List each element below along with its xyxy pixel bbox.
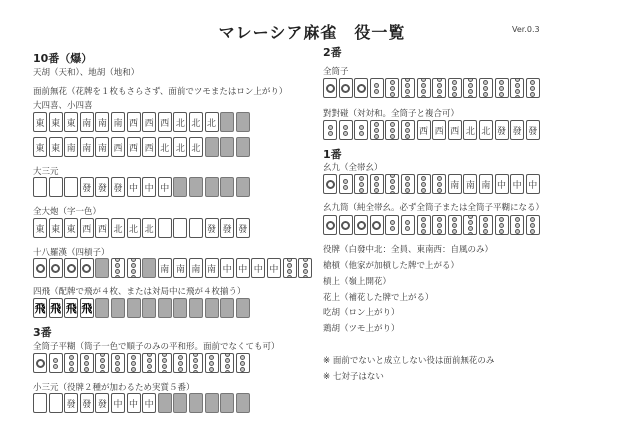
pin-1-tile	[323, 174, 337, 194]
pin-5-tile	[370, 120, 384, 140]
red-dragon-tile: 中	[267, 258, 281, 278]
blank-tile	[236, 137, 250, 157]
tile-row	[33, 258, 314, 278]
yaku-suukantsu: 十八羅漢（四槓子）	[33, 248, 110, 258]
circle-icon	[36, 359, 45, 368]
dots-icon	[434, 217, 444, 234]
yaku-tenhou: 天胡（天和）、地胡（地和）	[33, 68, 140, 78]
section-3-han: 3番	[33, 326, 52, 339]
pin-8-tile	[385, 174, 399, 194]
circle-icon	[67, 264, 76, 273]
red-dragon-tile: 中	[158, 177, 172, 197]
circle-icon	[372, 221, 381, 230]
pin-6-tile	[142, 353, 156, 373]
pin-7-tile	[448, 215, 462, 235]
tile-row	[33, 353, 251, 373]
dots-icon	[222, 353, 232, 373]
white-dragon-tile	[33, 177, 47, 197]
red-dragon-tile: 中	[142, 177, 156, 197]
blank-tile	[205, 137, 219, 157]
pin-9-tile	[479, 215, 493, 235]
circle-icon	[341, 221, 350, 230]
tile-row	[323, 174, 541, 194]
yaku-pinfu: 全筒子平糊（筒子一色で順子のみの平和形。面前でなくても可）	[33, 342, 280, 352]
blank-tile	[95, 298, 109, 318]
dots-icon	[372, 120, 382, 140]
yaku-menzen: 面前無花（花牌を１枚もさらさず、面前でツモまたはロン上がり）	[33, 87, 288, 97]
blank-tile	[220, 137, 234, 157]
white-dragon-tile	[49, 177, 63, 197]
yaku-ron: 吃胡（ロン上がり）	[323, 308, 400, 318]
dots-icon	[450, 78, 460, 98]
pin-1-tile	[339, 215, 353, 235]
note-chiitoitsu: ※ 七対子はない	[323, 372, 384, 382]
pin-5-tile	[127, 353, 141, 373]
red-dragon-tile: 中	[127, 177, 141, 197]
south-wind-tile: 南	[95, 112, 109, 132]
pin-9-tile	[526, 78, 540, 98]
dots-icon	[387, 174, 397, 194]
tile-row	[33, 393, 251, 413]
dots-icon	[82, 355, 92, 372]
dots-icon	[51, 358, 61, 369]
section-2-han: 2番	[323, 46, 342, 59]
pin-1-tile	[33, 353, 47, 373]
tile-row	[323, 78, 541, 98]
circle-icon	[341, 84, 350, 93]
blank-tile	[220, 393, 234, 413]
dots-icon	[403, 120, 413, 140]
south-wind-tile: 南	[189, 258, 203, 278]
yaku-chankan: 槍槓（他家が加槓した牌で上がる）	[323, 261, 460, 271]
section-10-han: 10番（爆）	[33, 52, 93, 65]
pin-6-tile	[158, 353, 172, 373]
white-dragon-tile	[158, 218, 172, 238]
white-dragon-tile	[173, 218, 187, 238]
blank-tile	[127, 298, 141, 318]
dots-icon	[191, 353, 201, 373]
pin-5-tile	[448, 78, 462, 98]
yaku-chinitsu: 全筒子	[323, 67, 349, 77]
circle-icon	[36, 264, 45, 273]
version-label: Ver.0.3	[512, 25, 540, 34]
blank-tile	[205, 393, 219, 413]
fei-tile: 飛	[64, 298, 78, 318]
red-dragon-tile: 中	[127, 393, 141, 413]
pin-5-tile	[111, 353, 125, 373]
pin-4-tile	[111, 258, 125, 278]
pin-1-tile	[64, 258, 78, 278]
tile-row	[33, 298, 251, 318]
green-dragon-tile: 發	[64, 393, 78, 413]
dots-icon	[497, 215, 507, 235]
page-title: マレーシア麻雀 役一覧	[218, 23, 406, 42]
dots-icon	[419, 78, 429, 98]
south-wind-tile: 南	[95, 137, 109, 157]
pin-1-tile	[33, 258, 47, 278]
west-wind-tile: 西	[158, 112, 172, 132]
yaku-shosangen: 小三元（役牌２種が加わるため実質５番）	[33, 383, 195, 393]
dots-icon	[465, 78, 475, 98]
pin-4-tile	[127, 258, 141, 278]
pin-7-tile	[495, 78, 509, 98]
fei-tile: 飛	[33, 298, 47, 318]
dots-icon	[129, 258, 139, 278]
pin-3-tile	[354, 174, 368, 194]
white-dragon-tile	[49, 393, 63, 413]
note-menzen: ※ 面前でないと成立しない役は面前無花のみ	[323, 356, 495, 366]
blank-tile	[142, 298, 156, 318]
blank-tile	[205, 298, 219, 318]
tile-row	[33, 177, 251, 197]
pin-3-tile	[385, 78, 399, 98]
red-dragon-tile: 中	[220, 258, 234, 278]
dots-icon	[512, 215, 522, 235]
west-wind-tile: 西	[80, 218, 94, 238]
pin-8-tile	[283, 258, 297, 278]
dots-icon	[175, 353, 185, 373]
fei-tile: 飛	[80, 298, 94, 318]
blank-tile	[220, 177, 234, 197]
north-wind-tile: 北	[142, 218, 156, 238]
blank-tile	[158, 393, 172, 413]
green-dragon-tile: 發	[205, 218, 219, 238]
pin-1-tile	[370, 215, 384, 235]
pin-9-tile	[526, 215, 540, 235]
blank-tile	[236, 112, 250, 132]
east-wind-tile: 東	[49, 218, 63, 238]
green-dragon-tile: 發	[510, 120, 524, 140]
west-wind-tile: 西	[417, 120, 431, 140]
blank-tile	[173, 177, 187, 197]
pin-3-tile	[80, 353, 94, 373]
pin-4-tile	[417, 78, 431, 98]
south-wind-tile: 南	[64, 137, 78, 157]
yaku-chanta: 幺九（全帯幺）	[323, 163, 383, 173]
dots-icon	[419, 174, 429, 194]
blank-tile	[236, 298, 250, 318]
green-dragon-tile: 發	[80, 393, 94, 413]
blank-tile	[236, 393, 250, 413]
yaku-rinshan: 槓上（嶺上開花）	[323, 277, 392, 287]
north-wind-tile: 北	[173, 137, 187, 157]
dots-icon	[419, 217, 429, 234]
east-wind-tile: 東	[33, 112, 47, 132]
pin-2-tile	[354, 120, 368, 140]
pin-3-tile	[417, 215, 431, 235]
yaku-tsuiso: 全大炮（字一色）	[33, 207, 102, 217]
west-wind-tile: 西	[142, 112, 156, 132]
dots-icon	[113, 258, 123, 278]
dots-icon	[238, 353, 248, 373]
north-wind-tile: 北	[173, 112, 187, 132]
tile-row	[323, 215, 541, 235]
blank-tile	[220, 112, 234, 132]
east-wind-tile: 東	[33, 218, 47, 238]
north-wind-tile: 北	[479, 120, 493, 140]
blank-tile	[189, 298, 203, 318]
pin-4-tile	[95, 353, 109, 373]
pin-5-tile	[401, 120, 415, 140]
red-dragon-tile: 中	[526, 174, 540, 194]
blank-tile	[236, 177, 250, 197]
green-dragon-tile: 發	[220, 218, 234, 238]
yaku-junchan: 幺九筒（純全帯幺。必ず全筒子または全筒子平糊になる）	[323, 203, 545, 213]
west-wind-tile: 西	[142, 137, 156, 157]
dots-icon	[160, 353, 170, 373]
red-dragon-tile: 中	[142, 393, 156, 413]
dots-icon	[403, 78, 413, 98]
east-wind-tile: 東	[49, 112, 63, 132]
section-1-han: 1番	[323, 148, 342, 161]
north-wind-tile: 北	[463, 120, 477, 140]
east-wind-tile: 東	[64, 112, 78, 132]
blank-tile	[189, 177, 203, 197]
pin-9-tile	[401, 174, 415, 194]
blank-tile	[158, 298, 172, 318]
dots-icon	[372, 83, 382, 94]
dots-icon	[481, 215, 491, 235]
east-wind-tile: 東	[49, 137, 63, 157]
tile-row	[323, 120, 541, 140]
dots-icon	[372, 174, 382, 194]
pin-2-tile	[370, 78, 384, 98]
fei-tile: 飛	[49, 298, 63, 318]
dots-icon	[434, 174, 444, 194]
north-wind-tile: 北	[189, 112, 203, 132]
south-wind-tile: 南	[448, 174, 462, 194]
white-dragon-tile	[64, 177, 78, 197]
south-wind-tile: 南	[479, 174, 493, 194]
north-wind-tile: 北	[189, 137, 203, 157]
dots-icon	[403, 174, 413, 194]
pin-2-tile	[339, 120, 353, 140]
blank-tile	[111, 298, 125, 318]
dots-icon	[113, 353, 123, 373]
west-wind-tile: 西	[127, 112, 141, 132]
pin-8-tile	[189, 353, 203, 373]
dots-icon	[97, 353, 107, 373]
tile-row	[33, 137, 251, 157]
north-wind-tile: 北	[127, 218, 141, 238]
pin-9-tile	[432, 174, 446, 194]
yaku-daisangen: 大三元	[33, 167, 59, 177]
dots-icon	[387, 220, 397, 231]
west-wind-tile: 西	[448, 120, 462, 140]
dots-icon	[356, 176, 366, 193]
green-dragon-tile: 發	[236, 218, 250, 238]
pin-1-tile	[323, 78, 337, 98]
circle-icon	[326, 180, 335, 189]
circle-icon	[326, 84, 335, 93]
yaku-tsumo: 鶏胡（ツモ上がり）	[323, 324, 400, 334]
dots-icon	[512, 78, 522, 98]
dots-icon	[207, 353, 217, 373]
dots-icon	[325, 125, 335, 136]
red-dragon-tile: 中	[236, 258, 250, 278]
blank-tile	[173, 298, 187, 318]
red-dragon-tile: 中	[495, 174, 509, 194]
pin-4-tile	[432, 78, 446, 98]
dots-icon	[465, 215, 475, 235]
pin-7-tile	[173, 353, 187, 373]
pin-8-tile	[510, 78, 524, 98]
blank-tile	[95, 258, 109, 278]
green-dragon-tile: 發	[95, 393, 109, 413]
dots-icon	[144, 353, 154, 373]
red-dragon-tile: 中	[251, 258, 265, 278]
pin-7-tile	[479, 78, 493, 98]
blank-tile	[142, 258, 156, 278]
pin-5-tile	[385, 120, 399, 140]
pin-3-tile	[64, 353, 78, 373]
pin-2-tile	[385, 215, 399, 235]
white-dragon-tile	[33, 393, 47, 413]
yaku-toitoi: 對對碰（対対和。全筒子と複合可）	[323, 109, 460, 119]
pin-1-tile	[323, 215, 337, 235]
dots-icon	[341, 125, 351, 136]
circle-icon	[357, 221, 366, 230]
pin-9-tile	[417, 174, 431, 194]
pin-1-tile	[354, 78, 368, 98]
west-wind-tile: 西	[95, 218, 109, 238]
green-dragon-tile: 發	[495, 120, 509, 140]
pin-8-tile	[220, 353, 234, 373]
green-dragon-tile: 發	[80, 177, 94, 197]
west-wind-tile: 西	[432, 120, 446, 140]
circle-icon	[82, 264, 91, 273]
east-wind-tile: 東	[33, 137, 47, 157]
dots-icon	[481, 78, 491, 98]
yaku-fei: 四飛（配牌で飛が４枚、または対局中に飛が４枚揃う）	[33, 287, 246, 297]
circle-icon	[357, 84, 366, 93]
pin-1-tile	[49, 258, 63, 278]
blank-tile	[173, 393, 187, 413]
pin-9-tile	[495, 215, 509, 235]
east-wind-tile: 東	[64, 218, 78, 238]
south-wind-tile: 南	[111, 112, 125, 132]
dots-icon	[450, 215, 460, 235]
pin-2-tile	[49, 353, 63, 373]
south-wind-tile: 南	[463, 174, 477, 194]
west-wind-tile: 西	[111, 137, 125, 157]
blank-tile	[189, 393, 203, 413]
yaku-hanashang: 花上（補花した牌で上がる）	[323, 293, 434, 303]
south-wind-tile: 南	[158, 258, 172, 278]
circle-icon	[51, 264, 60, 273]
pin-1-tile	[339, 78, 353, 98]
pin-8-tile	[298, 258, 312, 278]
dots-icon	[528, 78, 538, 98]
dots-icon	[129, 353, 139, 373]
yaku-yakuhai: 役牌（白發中北：全員、東南西：自風のみ）	[323, 245, 494, 255]
pin-2-tile	[339, 174, 353, 194]
tile-row	[33, 112, 251, 132]
south-wind-tile: 南	[80, 112, 94, 132]
west-wind-tile: 西	[127, 137, 141, 157]
dots-icon	[300, 258, 310, 278]
green-dragon-tile: 發	[526, 120, 540, 140]
dots-icon	[285, 258, 295, 278]
pin-7-tile	[205, 353, 219, 373]
pin-8-tile	[463, 215, 477, 235]
circle-icon	[326, 221, 335, 230]
white-dragon-tile	[189, 218, 203, 238]
north-wind-tile: 北	[158, 137, 172, 157]
south-wind-tile: 南	[205, 258, 219, 278]
blank-tile	[220, 298, 234, 318]
pin-3-tile	[432, 215, 446, 235]
red-dragon-tile: 中	[510, 174, 524, 194]
dots-icon	[387, 80, 397, 97]
dots-icon	[387, 120, 397, 140]
red-dragon-tile: 中	[111, 393, 125, 413]
north-wind-tile: 北	[111, 218, 125, 238]
dots-icon	[528, 215, 538, 235]
south-wind-tile: 南	[80, 137, 94, 157]
tile-row	[33, 218, 251, 238]
pin-9-tile	[510, 215, 524, 235]
south-wind-tile: 南	[173, 258, 187, 278]
dots-icon	[403, 220, 413, 231]
dots-icon	[341, 179, 351, 190]
pin-4-tile	[401, 78, 415, 98]
pin-6-tile	[463, 78, 477, 98]
north-wind-tile: 北	[205, 112, 219, 132]
green-dragon-tile: 發	[95, 177, 109, 197]
pin-2-tile	[401, 215, 415, 235]
green-dragon-tile: 發	[111, 177, 125, 197]
dots-icon	[434, 78, 444, 98]
pin-1-tile	[354, 215, 368, 235]
pin-7-tile	[370, 174, 384, 194]
yaku-daisushi: 大四喜、小四喜	[33, 101, 93, 111]
pin-9-tile	[236, 353, 250, 373]
blank-tile	[205, 177, 219, 197]
pin-1-tile	[80, 258, 94, 278]
pin-2-tile	[323, 120, 337, 140]
dots-icon	[497, 78, 507, 98]
dots-icon	[66, 355, 76, 372]
dots-icon	[356, 125, 366, 136]
